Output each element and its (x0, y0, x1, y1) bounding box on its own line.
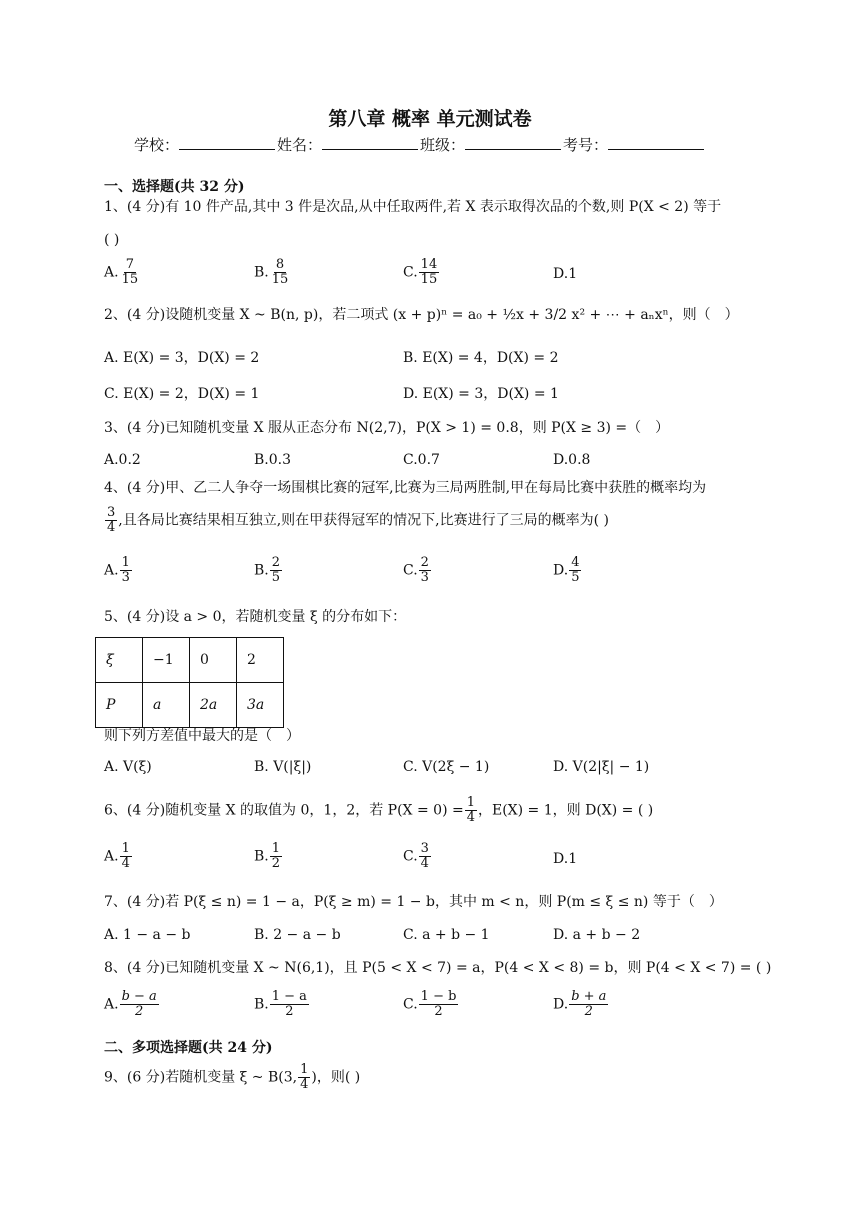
q7-option-d: D. a + b − 2 (553, 927, 641, 943)
table-cell: −1 (143, 638, 190, 683)
question-4-line2: $\frac{3}{4}$ ,且各局比赛结果相互独立,则在甲获得冠军的情况下,比赛进行了三局的概率为( ) (107, 505, 610, 535)
q5-option-c: C. V(2ξ − 1) (403, 759, 490, 775)
question-1-tail: ( ) (104, 232, 120, 248)
table-cell: ξ (96, 638, 143, 683)
q1-option-d: D.1 (553, 266, 578, 282)
question-5-after: 则下列方差值中最大的是（ ） (104, 728, 300, 744)
number-blank (608, 135, 704, 150)
q5-option-b: B. V(|ξ|) (254, 759, 312, 775)
q3-option-b: B.0.3 (254, 452, 292, 468)
school-blank (179, 135, 275, 150)
question-4-text: 4、(4 分)甲、乙二人争夺一场围棋比赛的冠军,比赛为三局两胜制,甲在每局比赛中获胜的概率均为 (104, 480, 707, 496)
name-blank (322, 135, 418, 150)
q2-option-d: D. E(X) = 3，D(X) = 1 (403, 386, 559, 402)
q2-option-c: C. E(X) = 2，D(X) = 1 (104, 386, 260, 402)
q1-option-b: B. $\frac{8}{15}$ (254, 257, 289, 287)
q8-option-c: C. $\frac{1 - b}{2}$ (403, 989, 457, 1019)
school-label: 学校： (134, 136, 180, 154)
question-1-text: 1、(4 分)有 10 件产品,其中 3 件是次品,从中任取两件,若 X 表示取得次品的个数,则 P(X < 2) 等于 (104, 199, 722, 215)
q4-option-c: C. $\frac{2}{3}$ (403, 555, 429, 585)
table-row (96, 638, 284, 683)
q1-option-a: A. $\frac{7}{15}$ (104, 257, 139, 287)
q5-option-d: D. V(2|ξ| − 1) (553, 759, 650, 775)
q4-option-b: B. $\frac{2}{5}$ (254, 555, 281, 585)
question-9-text: 9、(6 分)若随机变量 ξ ~ B(3, $\frac{1}{4}$ )，则( ) (104, 1062, 361, 1092)
q8-option-b: B. $\frac{1 - a}{2}$ (254, 989, 307, 1019)
table-cell: 2 (237, 638, 284, 683)
class-blank (465, 135, 561, 150)
q7-option-a: A. 1 − a − b (104, 927, 191, 943)
number-label: 考号： (563, 136, 609, 154)
table-cell: 3a (237, 683, 284, 728)
class-label: 班级： (420, 136, 466, 154)
q6-option-d: D.1 (553, 851, 578, 867)
table-cell: P (96, 683, 143, 728)
question-5-text: 5、(4 分)设 a > 0，若随机变量 ξ 的分布如下： (104, 609, 407, 625)
section-heading-1: 一、选择题(共 32 分) (104, 179, 245, 195)
table-cell: 0 (190, 638, 237, 683)
table-row (96, 683, 284, 728)
student-info-line (134, 134, 706, 155)
section-heading-2: 二、多项选择题(共 24 分) (104, 1040, 273, 1056)
q7-option-b: B. 2 − a − b (254, 927, 341, 943)
question-3-text: 3、(4 分)已知随机变量 X 服从正态分布 N(2,7)，P(X > 1) = 0.8，则 P(X ≥ 3) =（ ） (104, 420, 670, 436)
q8-option-a: A. $\frac{b - a}{2}$ (104, 989, 157, 1019)
question-2-text: 2、(4 分)设随机变量 X ~ B(n, p)，若二项式 (x + p)ⁿ = a₀ + ½x + 3/2 x² + ⋯ + aₙxⁿ，则（ ） (104, 307, 739, 323)
q3-option-d: D.0.8 (553, 452, 591, 468)
q6-option-c: C. $\frac{3}{4}$ (403, 841, 429, 871)
q6-option-b: B. $\frac{1}{2}$ (254, 841, 281, 871)
question-6-text: 6、(4 分)随机变量 X 的取值为 0，1，2，若 P(X = 0) = $\frac{1}{4}$ ，E(X) = 1，则 D(X) = ( ) (104, 795, 654, 825)
q2-option-a: A. E(X) = 3，D(X) = 2 (104, 350, 260, 366)
q2-option-b: B. E(X) = 4，D(X) = 2 (403, 350, 559, 366)
q1-option-c: C. $\frac{14}{15}$ (403, 257, 438, 287)
q4-option-d: D. $\frac{4}{5}$ (553, 555, 580, 585)
table-cell: 2a (190, 683, 237, 728)
q7-option-c: C. a + b − 1 (403, 927, 490, 943)
name-label: 姓名： (277, 136, 323, 154)
distribution-table (95, 637, 284, 728)
q8-option-d: D. $\frac{b + a}{2}$ (553, 989, 607, 1019)
question-8-text: 8、(4 分)已知随机变量 X ~ N(6,1)，且 P(5 < X < 7) = a，P(4 < X < 8) = b，则 P(4 < X < 7) = ( ) (104, 960, 772, 976)
q3-option-c: C.0.7 (403, 452, 440, 468)
question-7-text: 7、(4 分)若 P(ξ ≤ n) = 1 − a，P(ξ ≥ m) = 1 − b，其中 m < n，则 P(m ≤ ξ ≤ n) 等于（ ） (104, 894, 723, 910)
table-cell: a (143, 683, 190, 728)
q6-option-a: A. $\frac{1}{4}$ (104, 841, 130, 871)
q3-option-a: A.0.2 (104, 452, 141, 468)
q5-option-a: A. V(ξ) (104, 759, 152, 775)
q4-option-a: A. $\frac{1}{3}$ (104, 555, 130, 585)
page-title: 第八章 概率 单元测试卷 (328, 108, 532, 130)
